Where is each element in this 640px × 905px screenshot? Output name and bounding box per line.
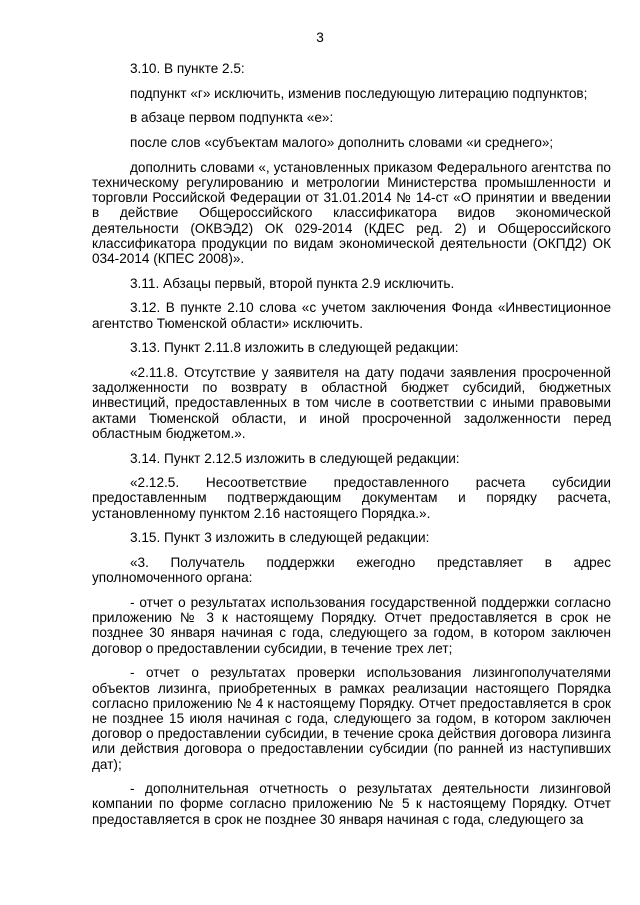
document-body (92, 61, 611, 836)
paragraph-2-11-8: «2.11.8. Отсутствие у заявителя на дату подачи заявления просроченной задолженности по возврату в областной бюджет субсидий, бюджетных инвестиций, предоставленных в том числе в соответствии с иными правовыми актами Тюменской области, и иной просроченной задолженности перед областным бюджетом.». (92, 365, 611, 441)
paragraph-3-13: 3.13. Пункт 2.11.8 изложить в следующей редакции: (130, 340, 459, 356)
paragraph-subitem-g: подпункт «г» исключить, изменив последующую литерацию подпунктов; (130, 85, 588, 101)
list-item-report-support: - отчет о результатах использования государственной поддержки согласно приложению № 3 к настоящему Порядку. Отчет предоставляется в срок не позднее 30 января начиная с года, следующего за годом, в котором заключен договор о предоставлении субсидии, в течение трех лет; (92, 594, 611, 656)
page-number: 3 (316, 30, 324, 45)
list-item-report-leasing-check: - отчет о результатах проверки использования лизингополучателями объектов лизинга, приобретенных в рамках реализации настоящего Порядка согласно приложению № 4 к настоящему Порядку. Отчет предоставляется в срок не позднее 15 июля начиная с года, следующего за годом, в котором заключен договор о предоставлении субсидии, в течение срока действия договора лизинга или действия договора о предоставлении субсидии (по ранней из наступивших дат); (92, 665, 611, 772)
list-item-additional-reporting: - дополнительная отчетность о результатах деятельности лизинговой компании по форме согласно приложению № 5 к настоящему Порядку. Отчет предоставляется в срок не позднее 30 января начиная с года, следующего за (92, 781, 611, 827)
paragraph-3-10: 3.10. В пункте 2.5: (130, 61, 245, 76)
paragraph-3-recipient: «3. Получатель поддержки ежегодно представляет в адрес уполномоченного органа: (92, 555, 611, 586)
paragraph-3-11: 3.11. Абзацы первый, второй пункта 2.9 исключить. (130, 275, 455, 291)
paragraph-3-15: 3.15. Пункт 3 изложить в следующей редакции: (130, 530, 430, 546)
paragraph-after-words: после слов «субъектам малого» дополнить словами «и среднего»; (130, 135, 554, 151)
paragraph-3-12: 3.12. В пункте 2.10 слова «с учетом заключения Фонда «Инвестиционное агентство Тюменской области» исключить. (92, 300, 611, 331)
paragraph-subitem-e: в абзаце первом подпункта «е»: (130, 110, 334, 126)
paragraph-3-14: 3.14. Пункт 2.12.5 изложить в следующей редакции: (130, 450, 460, 466)
paragraph-add-words: дополнить словами «, установленных приказом Федерального агентства по техническому регулированию и метрологии Министерства промышленности и торговли Российской Федерации от 31.01.2014 № 14-ст «О принятии и введении в действие Общероссийского классификатора видов экономической деятельности (ОКВЭД2) ОК 029-2014 (КДЕС ред. 2) и Общероссийского классификатора продукции по видам экономической деятельности (ОКПД2) ОК 034-2014 (КПЕС 2008)». (92, 159, 611, 267)
paragraph-2-12-5: «2.12.5. Несоответствие предоставленного расчета субсидии предоставленным подтверждающим документам и порядку расчета, установленному пунктом 2.16 настоящего Порядка.». (92, 475, 611, 521)
